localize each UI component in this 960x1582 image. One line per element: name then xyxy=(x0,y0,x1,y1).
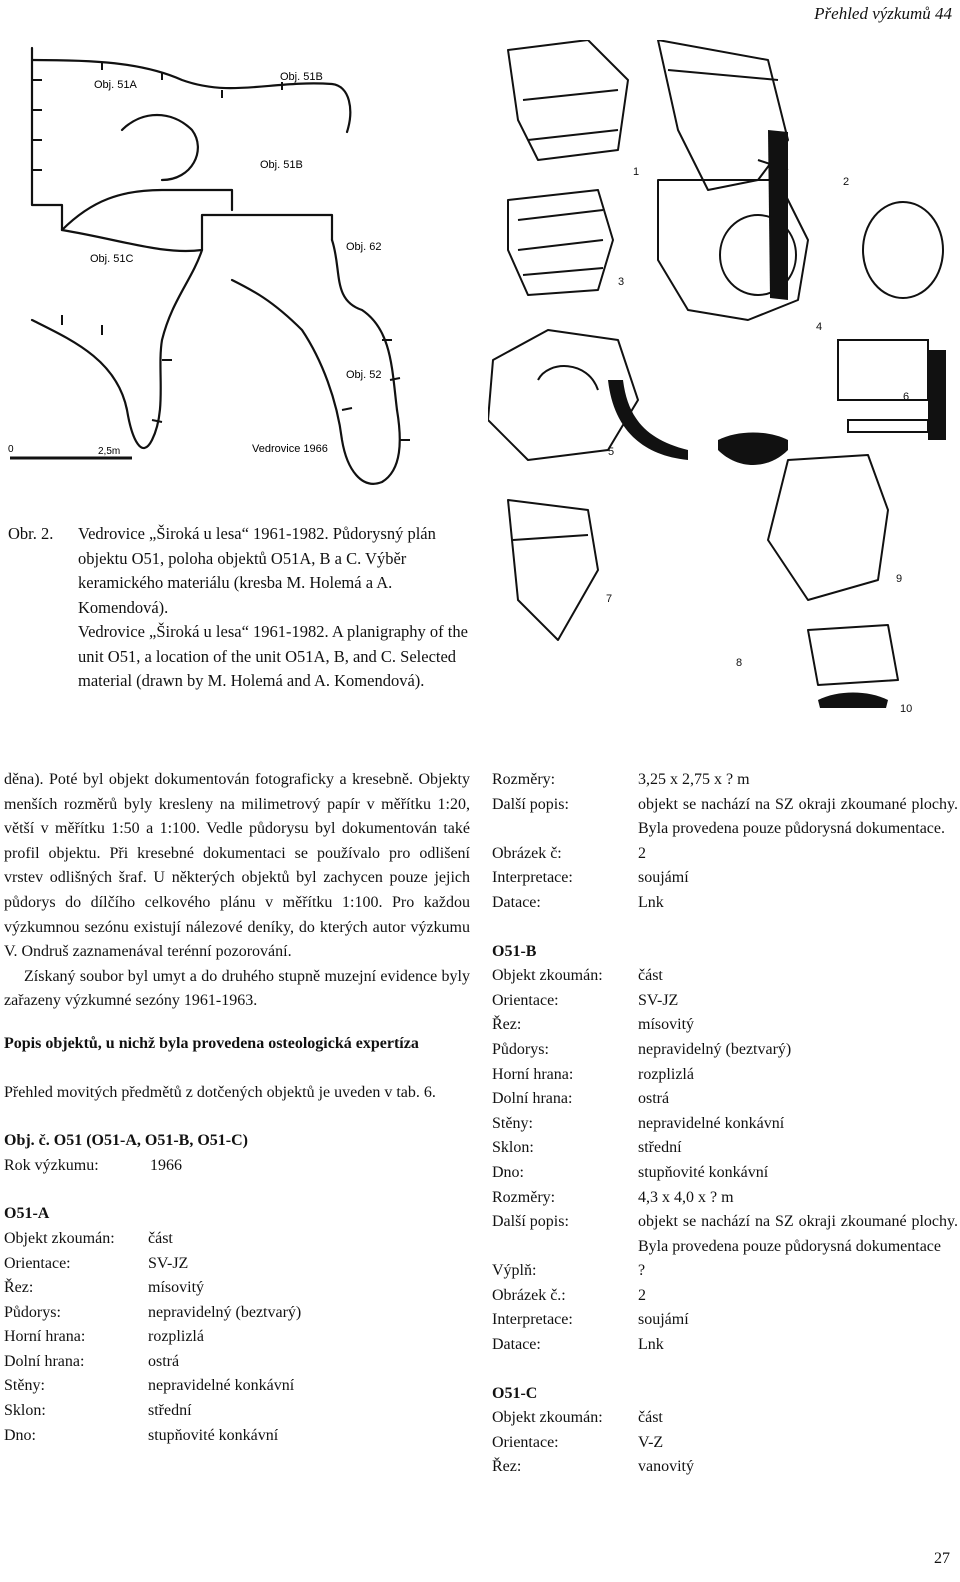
paragraph: děna). Poté byl objekt dokumentován fotograficky a kresebně. Objekty menších rozměrů byly kresleny na milimetrový papír v měřítku 1:20, větší v měřítku 1:50 a 1:100. Vedle půdorysu byl dokumentován také profil objektu. Při kresebné dokumentaci se používalo pro odlišení vrstev odlišných šraf. U některých objektů byl zachycen pouze jejich půdorys do dílčího celkového plánu v měřítku 1:100. Pro každou výzkumnou sezónu existují nálezové deníky, do kterých autor výzkumu V. Ondruš zaznamenával terénní pozorování. xyxy=(4,771,470,961)
paragraph: Přehled movitých předmětů z dotčených objektů je uveden v tab. 6. xyxy=(4,1083,436,1101)
site-label: Vedrovice 1966 xyxy=(252,443,328,455)
record-value: střední xyxy=(638,1139,682,1157)
record-value: Lnk xyxy=(638,893,664,911)
caption-label: Obr. 2. xyxy=(8,524,54,543)
record-key: Půdorys: xyxy=(4,1303,61,1321)
find-number-4: 4 xyxy=(816,321,823,333)
record-row xyxy=(492,1087,958,1112)
right-column xyxy=(492,768,958,1480)
record-row xyxy=(492,1259,958,1284)
record-key: Půdorys: xyxy=(492,1040,549,1058)
record-row xyxy=(4,1301,470,1326)
record-key: Datace: xyxy=(492,893,541,911)
page-number: 27 xyxy=(934,1550,950,1567)
sherd-3 xyxy=(508,190,613,295)
label-obj-51b: Obj. 51B xyxy=(260,159,303,171)
record-key: Stěny: xyxy=(492,1114,533,1132)
record-row xyxy=(492,793,958,842)
plan-outline-62 xyxy=(332,240,397,410)
record-value: soujámí xyxy=(638,1311,689,1329)
record-row xyxy=(492,1455,958,1480)
record-row xyxy=(492,1063,958,1088)
record-value: mísovitý xyxy=(638,1016,695,1034)
sherd-6 xyxy=(838,340,928,432)
record-value: SV-JZ xyxy=(148,1254,189,1272)
label-obj-52: Obj. 52 xyxy=(346,369,382,381)
record-key: Orientace: xyxy=(492,991,559,1009)
record-key: Interpretace: xyxy=(492,1311,573,1329)
record-list-o51b xyxy=(492,964,958,1358)
record-row xyxy=(492,891,958,916)
record-row xyxy=(492,1210,958,1259)
record-value: mísovitý xyxy=(148,1279,205,1297)
find-number-6: 6 xyxy=(903,391,910,403)
label-obj-51b-top: Obj. 51B xyxy=(280,71,323,83)
record-value: 3,25 x 2,75 x ? m xyxy=(638,771,750,788)
record-key: Rozměry: xyxy=(492,1188,556,1206)
find-number-7: 7 xyxy=(606,593,613,605)
plan-outline-51b xyxy=(62,190,232,230)
record-key: Řez: xyxy=(492,1458,522,1476)
paragraph: Získaný soubor byl umyt a do druhého stupně muzejní evidence byly zařazeny výzkumné sezóny 1961-1963. xyxy=(4,967,470,1010)
plan-figure xyxy=(2,40,472,510)
subobject-title: O51-C xyxy=(492,1384,538,1402)
record-key: Další popis: xyxy=(492,795,569,813)
record-row xyxy=(492,1406,958,1431)
find-number-5: 5 xyxy=(608,446,615,458)
record-value: soujámí xyxy=(638,869,689,887)
record-key: Orientace: xyxy=(492,1433,559,1451)
record-key: Objekt zkoumán: xyxy=(4,1229,115,1247)
record-row xyxy=(492,842,958,867)
record-row xyxy=(4,1350,470,1375)
record-value: nepravidelné konkávní xyxy=(638,1114,785,1132)
label-obj-51a: Obj. 51A xyxy=(94,79,137,91)
record-row xyxy=(4,1325,470,1350)
record-row xyxy=(492,1013,958,1038)
record-key: Datace: xyxy=(492,1336,541,1354)
record-value: ostrá xyxy=(638,1090,670,1108)
record-value: Lnk xyxy=(638,1336,664,1354)
record-key: Sklon: xyxy=(4,1402,46,1420)
label-obj-62: Obj. 62 xyxy=(346,241,382,253)
record-key: Horní hrana: xyxy=(4,1328,86,1346)
record-key: Objekt zkoumán: xyxy=(492,1409,603,1427)
sherd-9 xyxy=(768,455,888,600)
record-row xyxy=(4,1276,470,1301)
subobject-title: O51-B xyxy=(492,942,537,960)
find-number-8: 8 xyxy=(736,657,743,669)
record-key: Objekt zkoumán: xyxy=(492,967,603,985)
record-list-o51c xyxy=(492,1406,958,1480)
record-value: SV-JZ xyxy=(638,991,679,1009)
record-key: Řez: xyxy=(492,1016,522,1034)
record-row xyxy=(492,1038,958,1063)
section-heading: Popis objektů, u nichž byla provedena osteologická expertíza xyxy=(4,1034,419,1052)
record-value: část xyxy=(638,1409,663,1427)
find-number-3: 3 xyxy=(618,276,625,288)
record-row xyxy=(4,1252,470,1277)
plan-outline-51b-top xyxy=(122,115,198,180)
record-value: část xyxy=(148,1229,173,1247)
svg-text:0: 0 xyxy=(8,444,14,455)
record-row xyxy=(4,1424,470,1449)
record-row xyxy=(492,866,958,891)
caption-english: Vedrovice „Široká u lesa“ 1961-1982. A planigraphy of the unit O51, a location of the unit O51A, B, and C. Selected material (drawn by M. Holemá and A. Komendová). xyxy=(78,622,468,690)
record-key: Stěny: xyxy=(4,1377,45,1395)
object-title: Obj. č. O51 (O51-A, O51-B, O51-C) xyxy=(4,1132,248,1150)
record-value: V-Z xyxy=(638,1433,664,1451)
caption-czech: Vedrovice „Široká u lesa“ 1961-1982. Půdorysný plán objektu O51, poloha objektů O51A, B a C. Výběr keramického materiálu (kresba M. Holemá a A. Komendová). xyxy=(78,524,436,617)
record-key: Dno: xyxy=(4,1426,36,1444)
record-row xyxy=(492,1308,958,1333)
record-key: Dolní hrana: xyxy=(492,1090,573,1108)
record-value: ? xyxy=(638,1262,646,1280)
record-row xyxy=(492,1431,958,1456)
record-value: 2 xyxy=(638,1286,646,1304)
record-value: stupňovité konkávní xyxy=(638,1163,769,1181)
record-list-o51a-cont xyxy=(492,768,958,916)
find-number-2: 2 xyxy=(843,176,850,188)
finds-figure xyxy=(488,40,960,730)
record-key: Řez: xyxy=(4,1279,34,1297)
record-key: Dno: xyxy=(492,1163,524,1181)
record-value: 2 xyxy=(638,844,646,862)
sherd-7 xyxy=(508,500,598,640)
record-value: objekt se nachází na SZ okraji zkoumané plochy. Byla provedena pouze půdorysná dokumentace. xyxy=(638,795,958,838)
record-row xyxy=(4,1227,470,1252)
plan-outline-left-lobe xyxy=(32,250,202,448)
record-key: Horní hrana: xyxy=(492,1065,574,1083)
record-value: nepravidelný (beztvarý) xyxy=(148,1303,302,1321)
record-row xyxy=(4,1154,470,1179)
record-row xyxy=(492,1161,958,1186)
record-key: Orientace: xyxy=(4,1254,71,1272)
record-key: Rok výzkumu: xyxy=(4,1156,99,1174)
record-value: 1966 xyxy=(150,1156,182,1174)
sherd-10 xyxy=(808,625,898,685)
record-value: rozplizlá xyxy=(148,1328,204,1346)
label-obj-51c: Obj. 51C xyxy=(90,253,134,265)
record-key: Sklon: xyxy=(492,1139,534,1157)
record-row xyxy=(492,964,958,989)
record-key: Interpretace: xyxy=(492,869,573,887)
plan-outline-51c xyxy=(62,215,332,251)
scale-bar xyxy=(8,444,132,458)
record-value: nepravidelné konkávní xyxy=(148,1377,295,1395)
record-row xyxy=(492,1186,958,1211)
find-number-10: 10 xyxy=(900,703,913,715)
subobject-title: O51-A xyxy=(4,1205,50,1223)
record-value: rozplizlá xyxy=(638,1065,694,1083)
record-row xyxy=(4,1374,470,1399)
record-value: střední xyxy=(148,1402,192,1420)
record-value: stupňovité konkávní xyxy=(148,1426,279,1444)
svg-text:2,5m: 2,5m xyxy=(98,446,121,457)
record-value: objekt se nachází na SZ okraji zkoumané plochy. Byla provedena pouze půdorysná dokumentace xyxy=(638,1213,958,1255)
record-list-o51a xyxy=(4,1227,470,1448)
record-row xyxy=(492,1284,958,1309)
running-head: Přehled výzkumů 44 xyxy=(814,4,952,23)
record-key: Výplň: xyxy=(492,1262,537,1280)
record-key: Obrázek č: xyxy=(492,844,562,862)
record-value: 4,3 x 4,0 x ? m xyxy=(638,1188,734,1206)
record-key: Dolní hrana: xyxy=(4,1352,85,1370)
figure-caption xyxy=(8,522,474,694)
record-row xyxy=(4,1399,470,1424)
record-value: část xyxy=(638,967,663,985)
left-column xyxy=(4,768,470,1448)
record-key: Rozměry: xyxy=(492,771,556,788)
record-key: Další popis: xyxy=(492,1213,569,1231)
record-value: vanovitý xyxy=(638,1458,694,1476)
record-row xyxy=(492,1112,958,1137)
record-row xyxy=(492,1333,958,1358)
record-row xyxy=(492,1136,958,1161)
record-value: ostrá xyxy=(148,1352,180,1370)
record-key: Obrázek č.: xyxy=(492,1286,566,1304)
record-value: nepravidelný (beztvarý) xyxy=(638,1040,792,1058)
find-number-1: 1 xyxy=(633,166,640,178)
record-row xyxy=(492,989,958,1014)
record-row xyxy=(492,768,958,793)
find-number-9: 9 xyxy=(896,573,903,585)
